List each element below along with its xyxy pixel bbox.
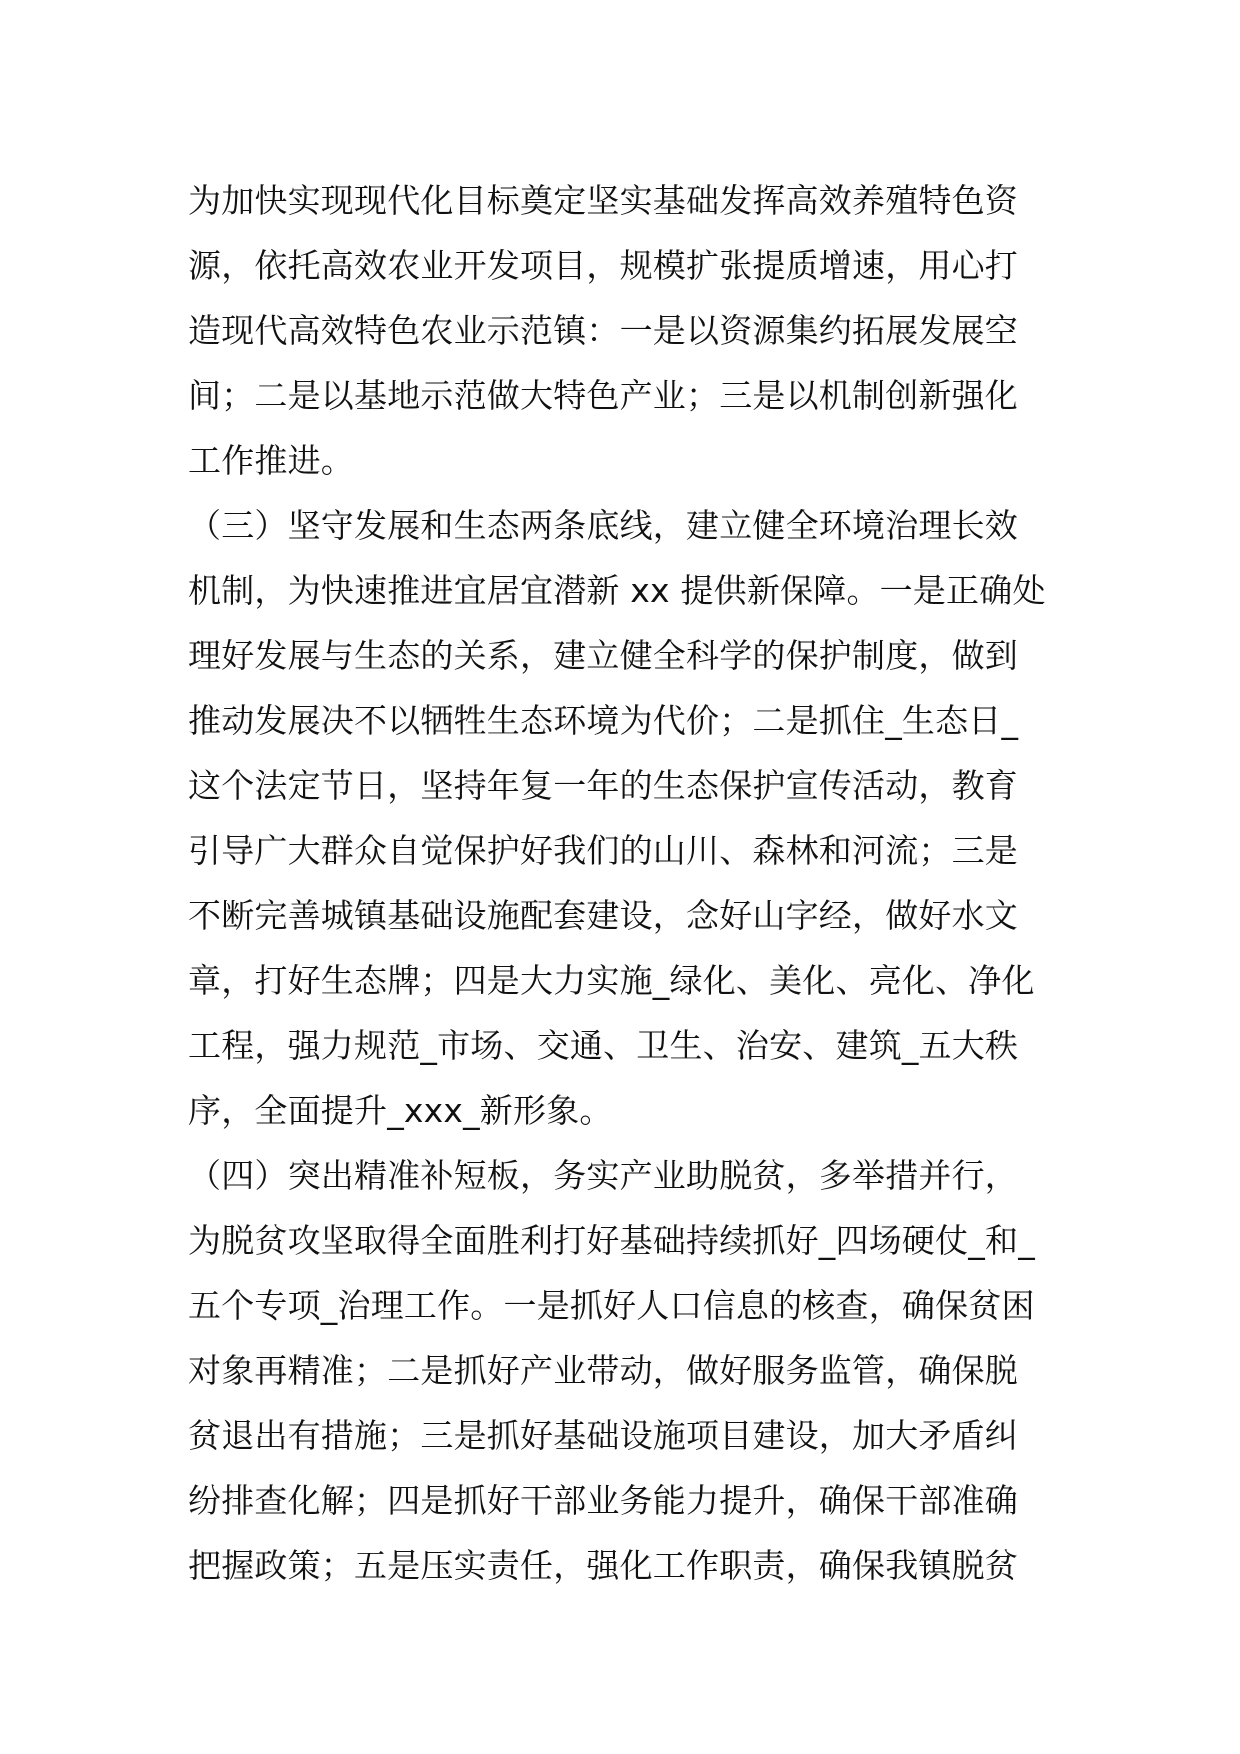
text-line: 引导广大群众自觉保护好我们的山川、森林和河流；三是 bbox=[188, 831, 1018, 870]
text-line: 纷排查化解；四是抓好干部业务能力提升，确保干部准确 bbox=[188, 1481, 1018, 1520]
text-line: 五个专项_治理工作。一是抓好人口信息的核查，确保贫困 bbox=[188, 1286, 1035, 1325]
text-line: 这个法定节日，坚持年复一年的生态保护宣传活动，教育 bbox=[188, 766, 1018, 805]
text-line: 源，依托高效农业开发项目，规模扩张提质增速，用心打 bbox=[188, 246, 1018, 285]
text-line: 把握政策；五是压实责任，强化工作职责，确保我镇脱贫 bbox=[188, 1546, 1018, 1585]
text-line: 工程，强力规范_市场、交通、卫生、治安、建筑_五大秩 bbox=[188, 1026, 1019, 1065]
text-line: 机制，为快速推进宜居宜潜新 xx 提供新保障。一是正确处 bbox=[188, 571, 1046, 610]
text-line: 不断完善城镇基础设施配套建设，念好山字经，做好水文 bbox=[188, 896, 1018, 935]
text-line: 为脱贫攻坚取得全面胜利打好基础持续抓好_四场硬仗_和_ bbox=[188, 1221, 1035, 1260]
text-line: （四）突出精准补短板，务实产业助脱贫，多举措并行， bbox=[188, 1156, 1018, 1195]
text-line: 章，打好生态牌；四是大力实施_绿化、美化、亮化、净化 bbox=[188, 961, 1035, 1000]
text-line: 序，全面提升_xxx_新形象。 bbox=[188, 1091, 613, 1130]
text-line: 理好发展与生态的关系，建立健全科学的保护制度，做到 bbox=[188, 636, 1018, 675]
text-line: 间；二是以基地示范做大特色产业；三是以机制创新强化 bbox=[188, 376, 1018, 415]
text-line: （三）坚守发展和生态两条底线，建立健全环境治理长效 bbox=[188, 506, 1018, 545]
text-line: 贫退出有措施；三是抓好基础设施项目建设，加大矛盾纠 bbox=[188, 1416, 1018, 1455]
text-line: 推动发展决不以牺牲生态环境为代价；二是抓住_生态日_ bbox=[188, 701, 1019, 740]
text-line: 对象再精准；二是抓好产业带动，做好服务监管，确保脱 bbox=[188, 1351, 1018, 1390]
body-text bbox=[188, 168, 1068, 1598]
text-line: 为加快实现现代化目标奠定坚实基础发挥高效养殖特色资 bbox=[188, 181, 1018, 220]
text-line: 工作推进。 bbox=[188, 441, 354, 480]
text-line: 造现代高效特色农业示范镇：一是以资源集约拓展发展空 bbox=[188, 311, 1018, 350]
